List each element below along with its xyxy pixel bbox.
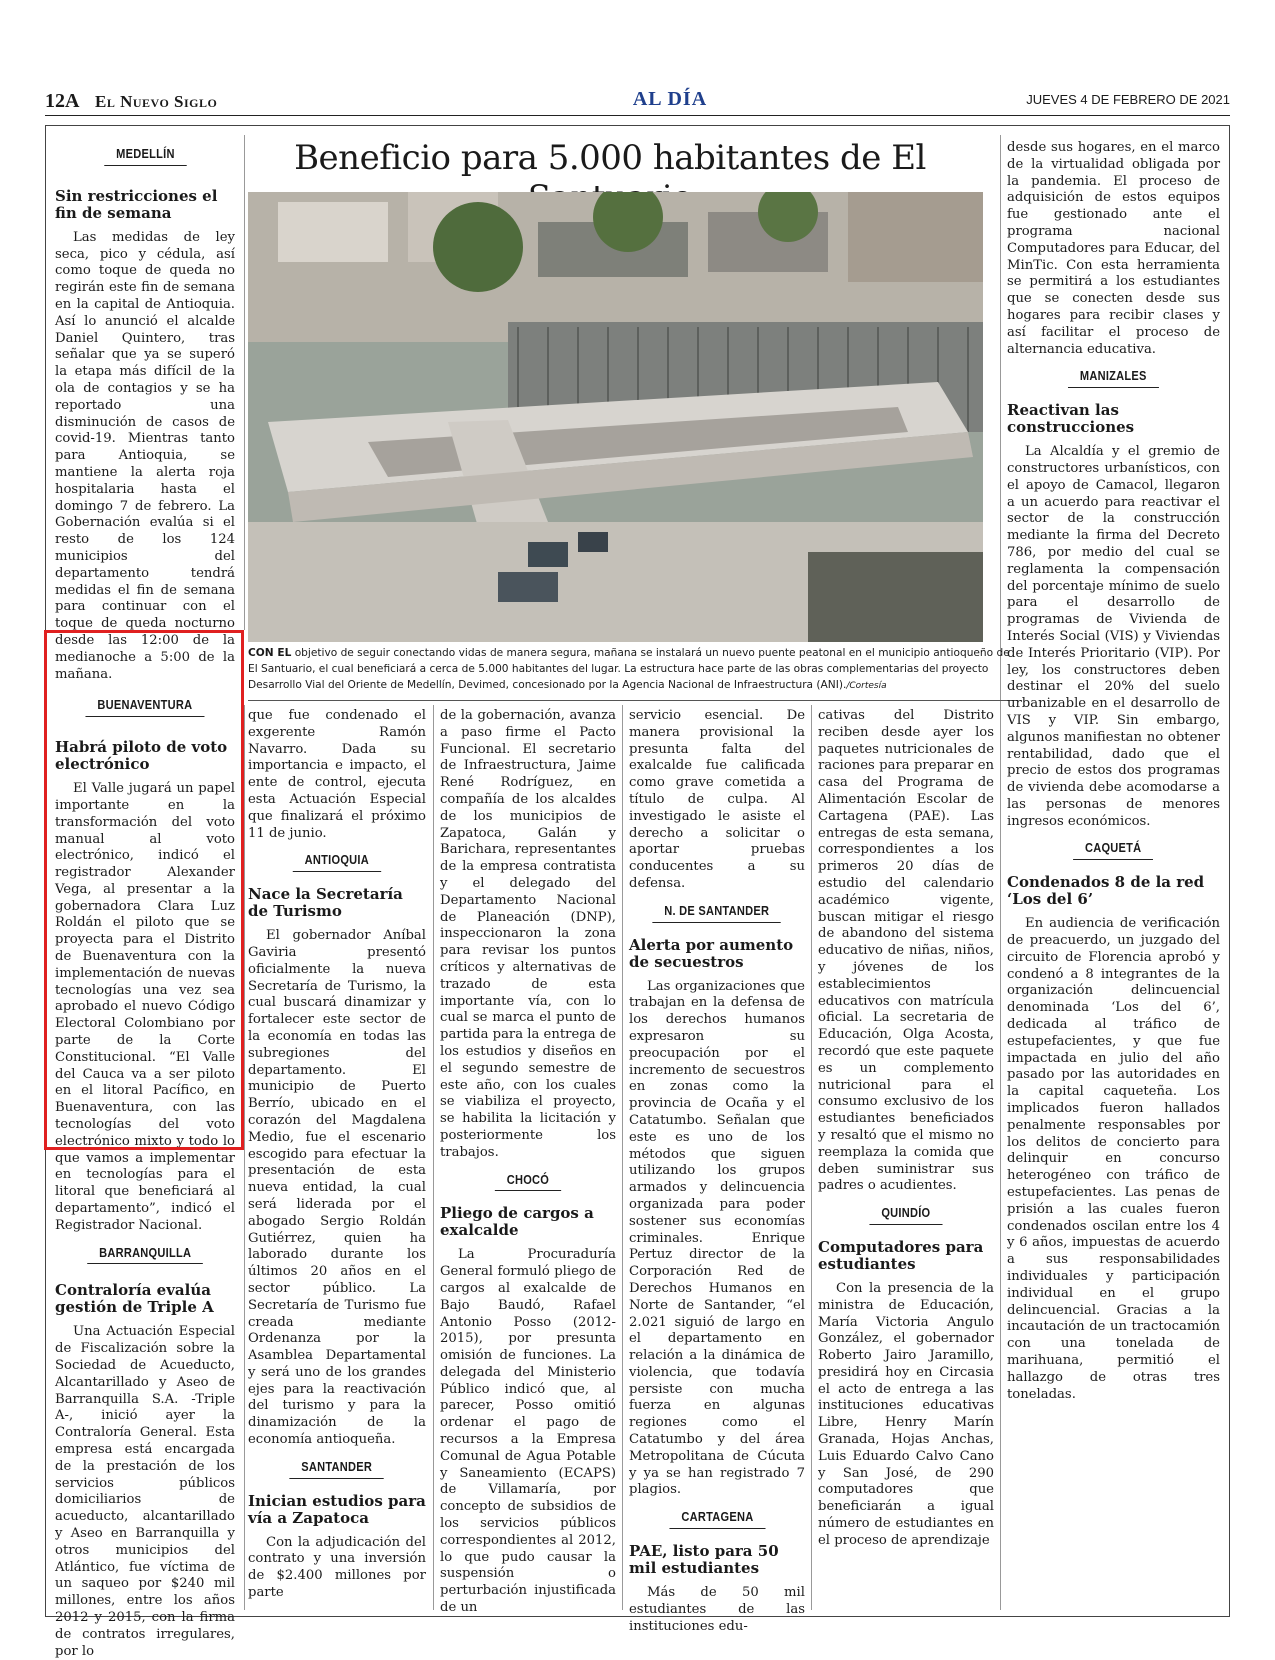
- article-title: Sin restricciones el fin de semana: [55, 186, 218, 222]
- photo-credit: /Cortesía: [846, 681, 887, 691]
- article-title: Condenados 8 de la red ‘Los del 6’: [1007, 873, 1205, 909]
- article-continuation: cativas del Distrito reciben desde ayer los paquetes nutricionales de raciones para preparar en casa del Programa de Alimentación Escolar de Cartagena (PAE). Las entregas de esta semana, correspondientes a los primeros 20 días de estudio del calendario académico vigente, buscan mitigar el riesgo de abandono del sistema educativo de niñas, niños, y jóvenes de los establecimientos educativos con matrícula oficial. La secretaria de Educación, Olga Acosta, recordó que este paquete es un complemento nutricional para el consumo exclusivo de los estudiantes beneficiados y resaltó que el mismo no reemplaza la comida que deben suministrar sus padres o acudientes.: [818, 708, 994, 1194]
- caption-lead: CON EL: [248, 647, 292, 659]
- article-continuation: de la gobernación, avanza a paso firme el Pacto Funcional. El secretario de Infraestructura, Jaime René Rodríguez, en compañía de los alcaldes de los municipios de Zapatoca, Galán y Barichara, representantes de la empresa contratista y el delegado del Departamento Nacional de Planeación (DNP), inspeccionaron la zona para revisar los puntos críticos y alternativas de trazado de esta importante vía, con lo cual se marca el punto de partida para la entrega de los estudios y diseños en el segundo semestre de este año, con los cuales se viabiliza el proyecto, se habilita la licitación y posteriormente los trabajos.: [440, 708, 617, 1160]
- article-title: Nace la Secretaría de Turismo: [248, 885, 403, 921]
- section-tag: BUENAVENTURA: [86, 697, 205, 717]
- column-rule: [811, 705, 812, 1610]
- caption-text: objetivo de seguir conectando vidas de manera segura, mañana se instalará un nuevo puente peatonal en el municipio antioqueño de El Santuario, el cual beneficiará a cerca de 5.000 habitantes del lugar. La estructura hace parte de las obras complementarias del proyecto Desarrollo Vial del Oriente de Medellín, Devimed, concesionado por la Agencia Nacional de Infraestructura (ANI).: [248, 647, 1010, 691]
- section-tag: MANIZALES: [1068, 368, 1159, 388]
- newspaper-name: El Nuevo Siglo: [95, 92, 218, 111]
- article-title: PAE, listo para 50 mil estudiantes: [629, 1542, 779, 1578]
- column-4: [629, 708, 805, 1635]
- article-title: Pliego de cargos a exalcalde: [440, 1204, 594, 1240]
- highlight-box: [44, 630, 244, 1150]
- caption-rule: [248, 700, 1018, 701]
- article-title: Inician estudios para vía a Zapatoca: [248, 1491, 426, 1527]
- photo-caption: [248, 645, 1018, 694]
- bridge-photo: [248, 192, 983, 642]
- article-body: En audiencia de verificación de preacuerdo, un juzgado del circuito de Florencia aprobó y condenó a 8 integrantes de la organización delincuencial denominada ‘Los del 6’, dedicada al tráfico de estupefacientes, y que fue impactada en julio del año pasado por las autoridades en la capital caqueteña. Los implicados fueron hallados penalmente responsables por los delitos de concierto para delinquir en concurso heterogéneo con tráfico de estupefacientes. Las penas de prisión a las cuales fueron condenados oscilan entre los 4 y 6 años, impuestas de acuerdo a sus responsabilidades individuales y participación individual en el grupo delincuencial. Gracias a la incautación de un tractocamión con una tonelada de marihuana, permitió el hallazgo de otras tres toneladas.: [1007, 916, 1220, 1402]
- article-body: La Procuraduría General formuló pliego de cargos al exalcalde de Bajo Baudó, Rafael Antonio Posso (2012-2015), por presunta omisión de funciones. La delegada del Ministerio Público indicó que, al parecer, Posso omitió ordenar el pago de recursos a la Empresa Comunal de Agua Potable y Saneamiento (ECAPS) de Villamaría, por concepto de subsidios de los servicios públicos correspondientes al 2012, lo que pudo causar la suspensión o perturbación injustificada de un: [440, 1247, 616, 1616]
- article-body: Más de 50 mil estudiantes de las instituciones edu-: [629, 1585, 805, 1634]
- article-continuation: que fue condenado el exgerente Ramón Navarro. Dada su importancia e impacto, el ente de control, ejecuta esta Actuación Especial que finalizará el próximo 11 de junio.: [248, 708, 426, 841]
- article-body: Una Actuación Especial de Fiscalización sobre la Sociedad de Acueducto, Alcantarillado y Aseo de Barranquilla S.A. -Triple A-, inició ayer la Contraloría General. Esta empresa está encargada de la prestación de los servicios públicos domiciliarios de acueducto, alcantarillado y Aseo en Barranquilla y otros municipios del Atlántico, fue víctima de un saqueo por $240 mil millones, entre los años 2012 y 2015, con la firma de contratos irregulares, por lo: [55, 1324, 235, 1659]
- section-tag: ANTIOQUIA: [293, 852, 381, 872]
- article-body: El Valle jugará un papel importante en la transformación del voto manual al voto electrónico, indicó el registrador Alexander Vega, al presentar a la gobernadora Clara Luz Roldán el piloto que se proyecta para el Distrito de Buenaventura con la implementación de nuevas tecnologías una vez sea aprobado el nuevo Código Electoral Colombiano por parte de la Corte Constitucional. “El Valle del Cauca va a ser piloto en el litoral Pacífico, en Buenaventura, con las tecnologías del voto electrónico mixto y todo lo que vamos a implementar en tecnologías para el litoral que beneficiará al departamento”, indicó el Registrador Nacional.: [55, 781, 235, 1233]
- column-5: [818, 708, 994, 1550]
- page-number: 12A: [45, 90, 80, 112]
- article-body: Las organizaciones que trabajan en la defensa de los derechos humanos expresaron su preocupación por el incremento de secuestros en zonas como la provincia de Ocaña y el Catatumbo. Señalan que este es uno de los métodos que siguen utilizando los grupos armados y delincuencia organizada para poder sostener sus economías criminales. Enrique Pertuz director de la Corporación Red de Derechos Humanos en Norte de Santander, “el 2.021 siguió de largo en el departamento en relación a la dinámica de violencia, que todavía persiste con mucha fuerza en algunas regiones como el Catatumbo y del área Metropolitana de Cúcuta y ya se han registrado 7 plagios.: [629, 978, 805, 1498]
- column-3: [440, 708, 616, 1617]
- feature-headline: Beneficio para 5.000 habitantes de El: [294, 138, 926, 178]
- column-rule: [244, 705, 245, 1610]
- section-tag: CAQUETÁ: [1073, 840, 1153, 860]
- article-title: Contraloría evalúa gestión de Triple A: [55, 1281, 214, 1317]
- section-tag: CARTAGENA: [669, 1509, 765, 1529]
- article-body: Con la adjudicación del contrato y una inversión de $2.400 millones por parte: [248, 1534, 426, 1601]
- section-tag: MEDELLÍN: [104, 146, 186, 166]
- section-tag: CHOCÓ: [495, 1172, 561, 1192]
- article-body: El gobernador Aníbal Gaviria presentó oficialmente la nueva Secretaría de Turismo, la cual buscará dinamizar y fortalecer este sector de la economía en todas las subregiones del departamento. El municipio de Puerto Berrío, ubicado en el corazón del Magdalena Medio, fue el escenario escogido para efectuar la presentación de esta nueva entidad, la cual será liderada por el abogado Sergio Roldán Gutiérrez, quien ha laborado durante los últimos 20 años en el sector público. La Secretaría de Turismo fue creada mediante Ordenanza por la Asamblea Departamental y será uno de los grandes ejes para la reactivación del turismo y para la dinamización de la economía antioqueña.: [248, 928, 426, 1448]
- section-tag: BARRANQUILLA: [87, 1245, 203, 1265]
- issue-date: JUEVES 4 DE FEBRERO DE 2021: [1026, 92, 1230, 107]
- column-6: [1007, 140, 1220, 1403]
- section-tag: SANTANDER: [290, 1459, 385, 1479]
- section-name: AL DÍA: [632, 88, 708, 110]
- section-tag: QUINDÍO: [870, 1205, 943, 1225]
- article-continuation: servicio esencial. De manera provisional la presunta falta del exalcalde fue calificada como grave cometida a título de culpa. Al investigado le asiste el derecho a solicitar o aportar pruebas conducentes a su defensa.: [629, 708, 805, 891]
- article-body: Con la presencia de la ministra de Educación, María Victoria Angulo González, el gobernador Roberto Jairo Jaramillo, presidirá hoy en Circasia el acto de entrega a las instituciones educativas Libre, Henry Marín Granada, Hojas Anchas, Luis Eduardo Calvo Cano y San José, de 290 computadores que beneficiarán a igual número de estudiantes en el proceso de aprendizaje: [818, 1280, 994, 1548]
- article-body: Las medidas de ley seca, pico y cédula, así como toque de queda no regirán este fin de semana en la capital de Antioquia. Así lo anunció el alcalde Daniel Quintero, tras señalar que ya se superó la etapa más difícil de la ola de contagios y se ha reportado una disminución de casos de covid-19. Mientras tanto para Antioquia, se mantiene la alerta roja hospitalaria hasta el domingo 7 de febrero. La Gobernación evalúa si el resto de los 124 municipios del departamento tendrá medidas el fin de semana para continuar con el toque de queda nocturno desde las 12:00 de la medianoche a 5:00 de la mañana.: [55, 229, 235, 682]
- bridge-photo-illustration: [248, 192, 983, 642]
- article-body: La Alcaldía y el gremio de constructores urbanísticos, con el apoyo de Camacol, llegaron a un acuerdo para reactivar el sector de la construcción mediante la firma del Decreto 786, por medio del cual se reglamenta la compensación del porcentaje mínimo de suelo para el desarrollo de programas de Vivienda de Interés Social (VIS) y Viviendas de Interés Prioritario (VIP). Por ley, los constructores deben destinar el 20% del suelo urbanizable en el desarrollo de VIS y VIP. Sin embargo, algunos manifiestan no obtener rentabilidad, dado que el precio de estos dos programas de vivienda debe acomodarse a las personas de menores ingresos económicos.: [1007, 444, 1220, 829]
- column-rule: [433, 705, 434, 1610]
- masthead: [45, 90, 1230, 112]
- column-rule: [622, 705, 623, 1610]
- column-2: [248, 708, 426, 1602]
- article-title: Computadores para estudiantes: [818, 1237, 984, 1273]
- section-tag: N. DE SANTANDER: [653, 903, 782, 923]
- article-title: Reactivan las construcciones: [1007, 401, 1135, 437]
- article-continuation: desde sus hogares, en el marco de la virtualidad obligada por la pandemia. El proceso de adquisición de estos equipos fue gestionado ante el programa nacional Computadores para Educar, del MinTic. Con esta herramienta se permitirá a los estudiantes que se conecten desde sus hogares para recibir clases y así facilitar el proceso de alternancia educativa.: [1007, 140, 1220, 357]
- masthead-rule: [45, 115, 1230, 116]
- article-title: Alerta por aumento de secuestros: [629, 935, 794, 971]
- article-title: Habrá piloto de voto electrónico: [55, 738, 228, 774]
- column-rule: [1000, 135, 1001, 1610]
